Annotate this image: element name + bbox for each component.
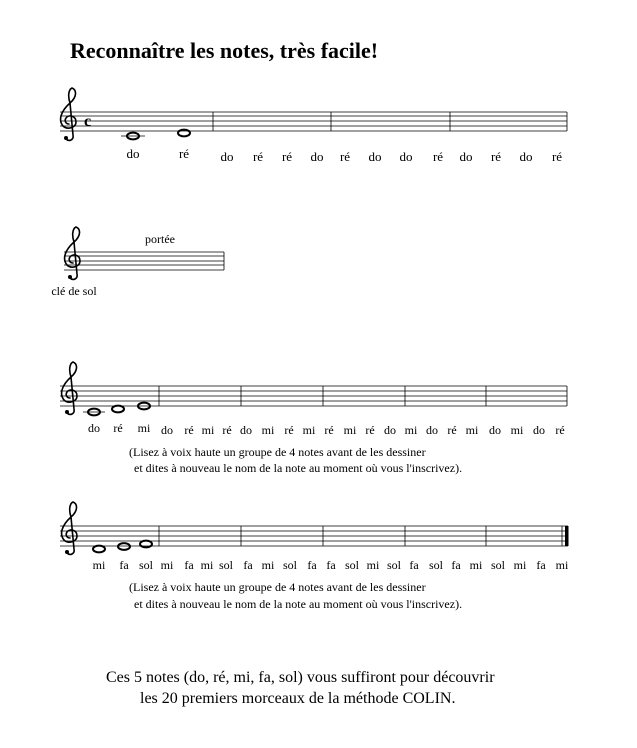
note-label: fa — [119, 558, 129, 572]
clef-label: clé de sol — [51, 284, 97, 298]
note-label: mi — [261, 558, 275, 572]
note-label: mi — [160, 558, 174, 572]
treble-clef-icon — [61, 88, 76, 140]
note-label: mi — [261, 423, 275, 437]
footer-line-2: les 20 premiers morceaux de la méthode COLIN. — [140, 690, 456, 707]
note-label: sol — [344, 558, 360, 572]
note-label: mi — [469, 558, 483, 572]
note-label: fa — [326, 558, 336, 572]
portee-label: portée — [145, 232, 175, 246]
note-label: ré — [281, 149, 293, 164]
note-label: mi — [465, 423, 479, 437]
staff-2 — [64, 227, 224, 279]
note-label: do — [220, 149, 234, 164]
note-label: ré — [490, 149, 502, 164]
instruction-line-2: et dites à nouveau le nom de la note au moment où vous l'inscrivez). — [134, 461, 463, 475]
note-label: do — [533, 423, 545, 437]
note-label: do — [489, 423, 501, 437]
note-label: ré — [555, 423, 565, 437]
note-fa — [118, 543, 130, 550]
note-label: fa — [307, 558, 317, 572]
note-label: mi — [200, 558, 214, 572]
note-label: sol — [428, 558, 444, 572]
note-mi — [93, 546, 105, 553]
instruction-line-2: et dites à nouveau le nom de la note au moment où vous l'inscrivez). — [134, 597, 463, 611]
note-label: ré — [184, 423, 194, 437]
note-label: sol — [218, 558, 234, 572]
final-barline — [565, 526, 569, 546]
page-title: Reconnaître les notes, très facile! — [70, 38, 379, 63]
note-label: fa — [409, 558, 419, 572]
note-label: sol — [386, 558, 402, 572]
note-label: sol — [490, 558, 506, 572]
note-label: do — [399, 149, 413, 164]
note-label: do — [368, 149, 382, 164]
note-label: mi — [555, 558, 569, 572]
note-label: fa — [451, 558, 461, 572]
note-label: ré — [365, 423, 375, 437]
note-label: mi — [343, 423, 357, 437]
treble-clef-icon — [62, 502, 77, 554]
note-label: sol — [282, 558, 298, 572]
note-label: ré — [447, 423, 457, 437]
note-label: ré — [113, 421, 123, 435]
treble-clef-icon — [65, 227, 80, 279]
note-label: ré — [178, 146, 190, 161]
note-label: do — [161, 423, 173, 437]
note-label: do — [310, 149, 324, 164]
note-label: fa — [536, 558, 546, 572]
footer-line-1: Ces 5 notes (do, ré, mi, fa, sol) vous suffiront pour découvrir — [106, 669, 495, 686]
note-label: fa — [184, 558, 194, 572]
note-label: do — [88, 421, 100, 435]
note-label: ré — [551, 149, 563, 164]
note-label: mi — [201, 423, 215, 437]
note-label: mi — [92, 558, 106, 572]
note-label: sol — [138, 558, 154, 572]
note-label: mi — [302, 423, 316, 437]
note-label: ré — [222, 423, 232, 437]
note-label: do — [459, 149, 473, 164]
instruction-line-1: (Lisez à voix haute un groupe de 4 notes avant de les dessiner — [129, 445, 426, 459]
note-label: ré — [339, 149, 351, 164]
staff-3 — [60, 362, 567, 415]
note-label: do — [519, 149, 533, 164]
time-signature: c — [84, 113, 92, 130]
note-label: mi — [513, 558, 527, 572]
note-label: do — [240, 423, 252, 437]
note-label: mi — [510, 423, 524, 437]
note-label: do — [384, 423, 396, 437]
note-label: ré — [284, 423, 294, 437]
note-label: fa — [243, 558, 253, 572]
note-label: mi — [137, 421, 151, 435]
note-label: mi — [366, 558, 380, 572]
note-label: ré — [324, 423, 334, 437]
note-label: ré — [252, 149, 264, 164]
note-label: do — [426, 423, 438, 437]
instruction-line-1: (Lisez à voix haute un groupe de 4 notes avant de les dessiner — [129, 580, 426, 594]
staff-1 — [60, 88, 567, 140]
note-label: mi — [404, 423, 418, 437]
note-label: do — [126, 146, 140, 161]
note-re — [112, 406, 124, 413]
staff-4 — [60, 502, 569, 554]
treble-clef-icon — [62, 362, 77, 414]
note-label: ré — [432, 149, 444, 164]
